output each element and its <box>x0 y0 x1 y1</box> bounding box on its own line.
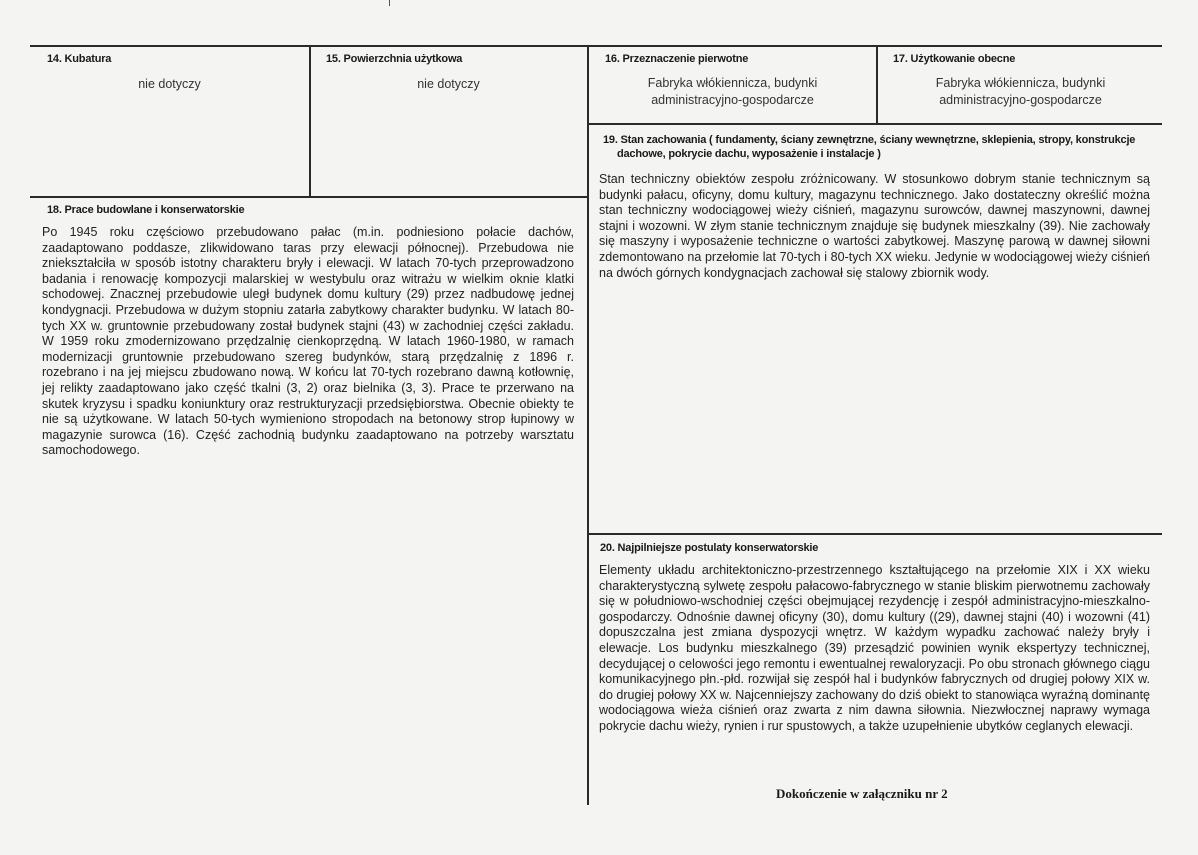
section-19-text: Stan techniczny obiektów zespołu zróżnicowany. W stosunkowo dobrym stanie technicznym są budynki pałacu, oficyny, domu kultury, magazynu technicznego. Jako dostateczny określić można stan techniczny wodociągowej wieży ciśnień, magazynu surowców, dawnej maszynowni, dawnej stajni i wozowni. W złym stanie technicznym znajduje się budynek mieszkalny (39). Nie zachowały się maszyny i wyposażenie techniczne o wartości zabytkowej. Maszynę parową w dawnej siłowni zdemontowano na przełomie lat 70-tych i 80-tych XX wieku. Jedynie w wodociągowej wieży ciśnień na dwóch górnych kondygnacjach zachował się stalowy zbiornik wody. <box>599 172 1150 280</box>
divider-16-17 <box>876 45 878 124</box>
top-rule <box>30 45 1162 47</box>
section-18-title: 18. Prace budowlane i konserwatorskie <box>47 204 245 216</box>
section-14-value: nie dotyczy <box>138 77 201 91</box>
section-16-value: Fabryka włókiennicza, budynki administracyjno-gospodarcze <box>647 76 818 107</box>
section-14-title: 14. Kubatura <box>47 53 112 65</box>
divider-14-15 <box>309 45 311 197</box>
section-17-title: 17. Użytkowanie obecne <box>893 53 1016 65</box>
rule-19-top <box>588 123 1162 125</box>
continuation-note: Dokończenie w załączniku nr 2 <box>776 786 948 801</box>
divider-main <box>587 45 589 805</box>
section-19-title: 19. Stan zachowania ( fundamenty, ściany zewnętrzne, ściany wewnętrzne, sklepienia, stropy, konstrukcje dachowe, pokrycie dachu, wyposażenie i instalacje ) <box>603 134 1136 160</box>
section-15-value: nie dotyczy <box>417 77 480 91</box>
section-20-text: Elementy układu architektoniczno-przestrzennego kształtującego na przełomie XIX i XX wieku charakterystyczną sylwetę zespołu pałacowo-fabrycznego w stanie bliskim pierwotnemu zachowały się w południowo-wschodniej części obejmującej rezydencję i zespół administracyjno-mieszkalno-gospodarczy. Odnośnie dawnej oficyny (30), domu kultury ((29), dawnej stajni (40) i wozowni (41) dopuszczalna jest zmiana dyspozycji wnętrz. W każdym wypadku zachować należy bryły i elewacje. Los budynku mieszkalnego (39) przesądzić powinien wynik ekspertyzy technicznej, decydującej o celowości jego remontu i ewentualnej rewaloryzacji. Po obu stronach głównego ciągu komunikacyjnego płn.-płd. rozwijał się zespół hal i budynków fabrycznych od drugiej połowy XIX w. do drugiej połowy XX w. Najcenniejszy zachowany do dziś obiekt to stanowiąca wyraźną dominantę wodociągowa wieża ciśnień oraz zwarta z nim dawna siłownia. Niezwłocznej naprawy wymaga pokrycie dachu wieży, rynien i rur spustowych, a także uzupełnienie ubytków ceglanych elewacji. <box>599 563 1151 733</box>
section-15-title: 15. Powierzchnia użytkowa <box>326 53 463 65</box>
section-16-title: 16. Przeznaczenie pierwotne <box>605 53 749 65</box>
section-17-value: Fabryka włókiennicza, budynki administracyjno-gospodarcze <box>935 76 1106 107</box>
top-tick-mark <box>389 0 390 6</box>
section-18-text: Po 1945 roku częściowo przebudowano pałac (m.in. podniesiono połacie dachów, zaadaptowano poddasze, zlikwidowano taras przy elewacji północnej). Przebudowa nie zniekształciła w sposób istotny charakteru bryły i elewacji. W latach 70-tych przeprowadzono badania i renowację kompozycji malarskiej w westybulu oraz witrażu w wielkim oknie klatki schodowej. Znacznej przebudowie uległ budynek domu kultury (29) przez nadbudowę jednej kondygnacji. Przebudowa w dużym stopniu zatarła zabytkowy charakter budynku. W latach 80-tych XX w. gruntownie przebudowany został budynek stajni (43) w zachodniej części zakładu. W 1959 roku zmodernizowano przędzalnię cienkoprzędną. W latach 1960-1980, w ramach modernizacji gruntownie przebudowano szereg budynków, starą przędzalnię z 1896 r. rozebrano i na jej miejscu zbudowano nową. W końcu lat 70-tych rozebrano dawną kotłownię, jej relikty zaadaptowano jako część tkalni (3, 2) oraz bielnika (3, 3). Prace te przerwano na skutek kryzysu i spadku koniunktury oraz restrukturyzacji przedsiębiorstwa. Obecnie obiekty te nie są użytkowane. W latach 50-tych wymieniono stropodach na betonowy strop łupinowy w magazynie surowca (16). Część zachodnią budynku zaadaptowano na potrzeby warsztatu samochodowego. <box>42 225 574 458</box>
section-20-title: 20. Najpilniejsze postulaty konserwatorskie <box>600 542 819 554</box>
rule-20-top <box>588 533 1162 535</box>
